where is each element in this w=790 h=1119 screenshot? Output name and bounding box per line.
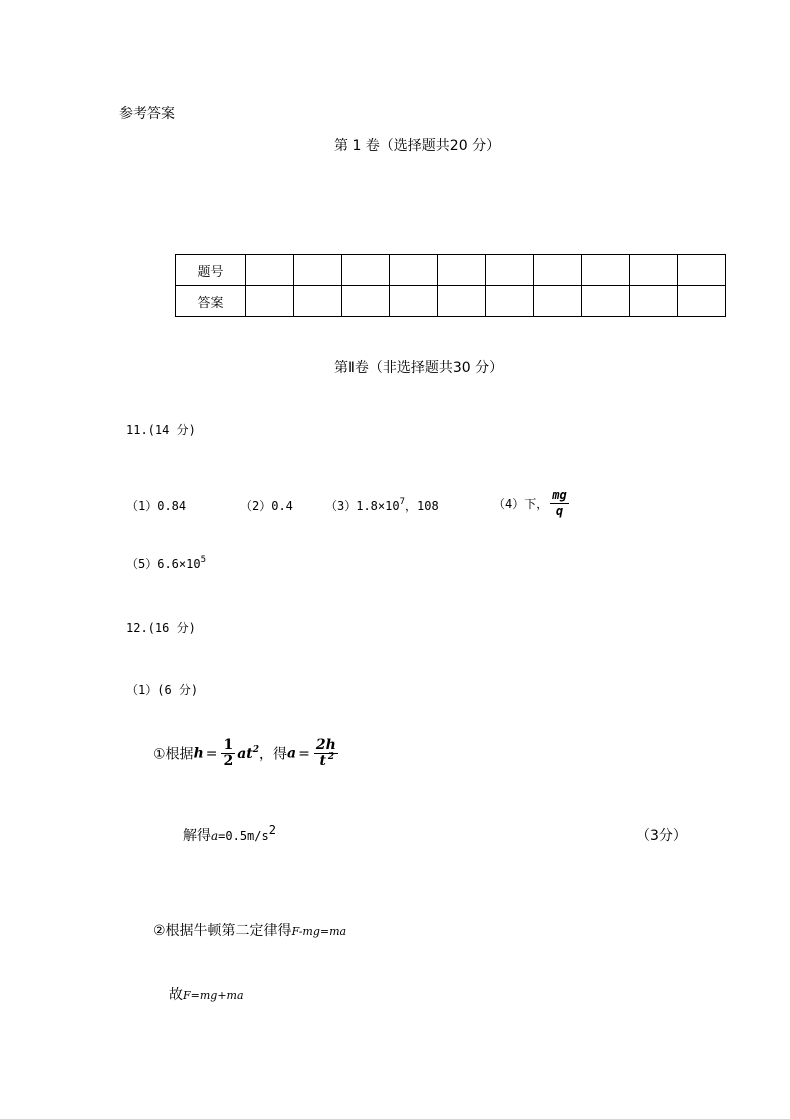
step-1-connector: ，得 <box>259 746 288 763</box>
solve-value: =0.5m/s <box>218 829 269 843</box>
q11-answer-3 <box>325 497 439 514</box>
table-cell <box>294 255 342 286</box>
table-cell <box>534 286 582 317</box>
equals-sign: = <box>205 745 218 762</box>
q11-answer-3-base: （3）1.8×10 <box>325 499 400 513</box>
solve-exponent: 2 <box>268 823 276 837</box>
q11-answer-5-exponent: 5 <box>200 555 206 565</box>
table-cell <box>678 255 726 286</box>
fraction-numerator: 2h <box>315 737 336 753</box>
step-3-formula: F=mg+ma <box>183 989 244 1002</box>
table-cell <box>630 286 678 317</box>
step-3-text: 故 <box>169 987 183 1003</box>
fraction-numerator: mg <box>552 488 567 502</box>
q12-solve-line <box>183 825 276 845</box>
step-2-text: ②根据牛顿第二定律得 <box>153 923 292 939</box>
fraction-denominator: 2 <box>223 753 234 769</box>
table-row <box>176 286 726 317</box>
q11-answer-4-label: （4）下， <box>493 497 549 511</box>
table-cell <box>294 286 342 317</box>
table-cell <box>438 255 486 286</box>
table-cell <box>678 286 726 317</box>
q12-step-1 <box>153 738 340 769</box>
q11-answer-3-suffix: ，108 <box>405 499 439 513</box>
step-1-text: ①根据 <box>153 746 194 763</box>
exponent-2: 2 <box>327 752 335 762</box>
fraction-mg-over-q <box>550 488 568 519</box>
question-12-label: 12.(16 分) <box>126 621 196 635</box>
fraction-denominator <box>314 754 338 769</box>
table-cell <box>390 255 438 286</box>
q12-step-3 <box>169 984 244 1004</box>
section-2-heading: 第Ⅱ卷（非选择题共30 分） <box>334 360 504 376</box>
table-header-answer: 答案 <box>176 286 246 317</box>
table-cell <box>486 255 534 286</box>
q11-answer-4 <box>493 488 571 519</box>
table-cell <box>390 286 438 317</box>
fraction-2h-over-t-squared <box>314 738 338 769</box>
q11-answer-1: （1）0.84 <box>126 499 187 513</box>
table-cell <box>582 286 630 317</box>
step-2-formula: F-mg=ma <box>291 925 347 938</box>
table-cell <box>342 286 390 317</box>
fraction-denominator: q <box>555 504 564 518</box>
q12-solve-points: （3分） <box>636 828 687 844</box>
exponent-2: 2 <box>252 744 260 755</box>
q11-answer-5-base: （5）6.6×10 <box>126 557 201 571</box>
table-cell <box>534 255 582 286</box>
var-t: t <box>319 753 326 769</box>
table-cell <box>246 255 294 286</box>
var-h: h <box>193 745 204 762</box>
q11-answer-2: （2）0.4 <box>240 499 293 513</box>
table-cell <box>582 255 630 286</box>
answer-table <box>175 254 726 317</box>
q12-step-2 <box>153 920 346 940</box>
q11-answer-3-exponent: 7 <box>399 497 405 507</box>
var-a: a <box>211 829 219 843</box>
solve-label: 解得 <box>183 828 211 844</box>
term-at-squared <box>237 746 259 762</box>
fraction-numerator: 1 <box>223 737 234 753</box>
table-cell <box>630 255 678 286</box>
page-title: 参考答案 <box>119 106 175 122</box>
table-cell <box>246 286 294 317</box>
question-11-label: 11.(14 分) <box>126 423 196 437</box>
term-at: at <box>237 745 253 762</box>
table-cell <box>486 286 534 317</box>
q11-answer-5 <box>126 555 206 572</box>
q12-part-1-label: （1）(6 分) <box>126 683 199 697</box>
fraction-one-half <box>221 738 235 769</box>
table-cell <box>438 286 486 317</box>
table-header-question-number: 题号 <box>176 255 246 286</box>
table-cell <box>342 255 390 286</box>
table-row <box>176 255 726 286</box>
var-a: a <box>287 745 297 762</box>
equals-sign: = <box>298 745 310 762</box>
section-1-heading: 第 1 卷（选择题共20 分） <box>334 138 501 154</box>
